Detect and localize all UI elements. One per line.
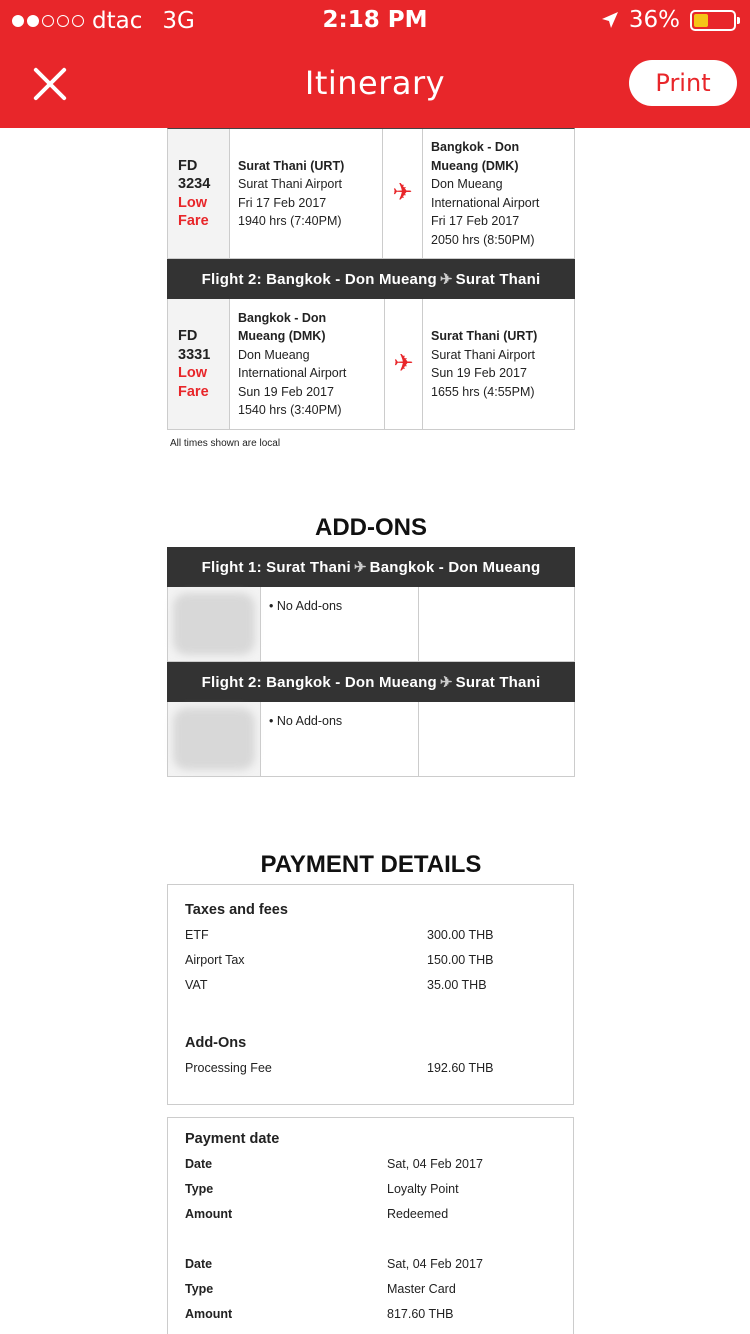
location-arrow-icon	[601, 11, 619, 29]
addon-item: • No Add-ons	[261, 587, 419, 661]
tax-row	[185, 947, 556, 972]
taxes-heading: Taxes and fees	[185, 901, 288, 918]
payment-row	[185, 1201, 556, 1226]
flight-code-cell	[168, 129, 229, 258]
payment-value: Loyalty Point	[387, 1181, 459, 1196]
payment-label: Amount	[185, 1206, 233, 1221]
departure-cell	[229, 129, 383, 258]
payment-label: Amount	[185, 1306, 233, 1321]
arrival-time: 1655 hrs (4:55PM)	[431, 384, 535, 399]
departure-date: Fri 17 Feb 2017	[238, 195, 327, 210]
addons-flight-1-header	[167, 547, 575, 587]
tax-value: 150.00 THB	[427, 952, 494, 967]
addon-empty-cell	[419, 587, 574, 661]
arrival-time: 2050 hrs (8:50PM)	[431, 232, 535, 247]
taxes-box	[167, 884, 574, 1105]
flight-number: 3234	[178, 176, 211, 192]
flight-header-destination: Surat Thani	[455, 270, 541, 288]
payment-row	[185, 1301, 556, 1326]
flight-header-destination: Bangkok - Don Mueang	[369, 558, 541, 576]
departure-city: Surat Thani (URT)	[238, 158, 345, 173]
arrival-cell	[423, 129, 574, 258]
departure-time: 1940 hrs (7:40PM)	[238, 214, 342, 228]
fare-type: Fare	[178, 213, 209, 229]
fee-label: Processing Fee	[185, 1060, 272, 1075]
fee-row	[185, 1055, 556, 1080]
payment-label: Type	[185, 1281, 214, 1296]
flight-header-origin: Flight 2: Bangkok - Don Mueang	[201, 673, 437, 691]
plane-icon: ✈	[439, 271, 453, 288]
tax-value: 35.00 THB	[427, 977, 487, 992]
fare-type: Fare	[178, 383, 209, 400]
fee-value: 192.60 THB	[427, 1060, 494, 1075]
payment-date-box	[167, 1117, 574, 1334]
payment-value: Sat, 04 Feb 2017	[387, 1156, 483, 1171]
times-note: All times shown are local	[170, 438, 281, 449]
payment-row	[185, 1251, 556, 1276]
payment-value: Redeemed	[387, 1206, 449, 1221]
passenger-photo	[168, 587, 261, 661]
departure-date: Sun 19 Feb 2017	[238, 384, 334, 399]
battery-icon	[690, 10, 736, 31]
payment-value: Master Card	[387, 1281, 456, 1296]
departure-airport: Don Mueang	[238, 347, 310, 362]
departure-time: 1540 hrs (3:40PM)	[238, 403, 342, 417]
arrival-airport: Don Mueang	[431, 177, 503, 191]
page-title: Itinerary	[304, 64, 446, 102]
fare-type: Low	[178, 194, 207, 211]
flight-2-header	[167, 259, 575, 299]
tax-row	[185, 922, 556, 947]
arrival-city: Bangkok - Don	[431, 140, 520, 154]
arrival-airport: International Airport	[431, 195, 540, 210]
departure-airport: International Airport	[238, 366, 347, 380]
addons-flight-2-header	[167, 662, 575, 702]
payment-label: Date	[185, 1156, 213, 1171]
addons-flight-1-row	[167, 587, 575, 662]
addons-title: ADD-ONS	[315, 514, 427, 541]
addons-flight-2-row	[167, 702, 575, 777]
print-button[interactable]: Print	[629, 60, 737, 106]
arrival-airport: Surat Thani Airport	[431, 347, 535, 362]
addons-fee-heading: Add-Ons	[185, 1034, 247, 1051]
tax-label: VAT	[185, 977, 208, 992]
itinerary-content	[167, 128, 575, 1334]
tax-label: ETF	[185, 927, 209, 942]
flight-header-origin: Flight 2: Bangkok - Don Mueang	[201, 270, 437, 288]
plane-icon: ✈	[353, 559, 367, 576]
fare-type: Low	[178, 365, 207, 381]
flight-code: FD	[178, 157, 198, 174]
arrival-cell	[423, 299, 574, 429]
status-bar	[0, 0, 750, 40]
payment-title: PAYMENT DETAILS	[260, 851, 482, 878]
tax-row	[185, 972, 556, 997]
tax-label: Airport Tax	[185, 952, 245, 967]
flight-header-destination: Surat Thani	[455, 673, 541, 691]
payment-date-heading: Payment date	[185, 1130, 280, 1147]
payment-label: Date	[185, 1256, 213, 1271]
arrival-city: Surat Thani (URT)	[431, 329, 538, 343]
arrival-city: Mueang (DMK)	[431, 158, 519, 173]
clock: 2:18 PM	[322, 7, 428, 33]
arrival-date: Fri 17 Feb 2017	[431, 214, 520, 228]
plane-icon: ✈	[383, 129, 423, 258]
departure-airport: Surat Thani Airport	[238, 177, 342, 191]
flight-code-cell	[168, 299, 229, 429]
flight-number: 3331	[178, 346, 211, 363]
plane-icon: ✈	[439, 674, 453, 691]
passenger-photo	[168, 702, 261, 776]
flight-2-row	[167, 299, 575, 430]
flight-1-row	[167, 128, 575, 259]
payment-row	[185, 1276, 556, 1301]
departure-city: Bangkok - Don	[238, 310, 327, 325]
flight-header-origin: Flight 1: Surat Thani	[201, 558, 351, 576]
flight-code: FD	[178, 328, 198, 344]
payment-label: Type	[185, 1181, 214, 1196]
payment-value: Sat, 04 Feb 2017	[387, 1256, 483, 1271]
battery-percent: 36%	[628, 7, 680, 33]
addon-item: • No Add-ons	[261, 702, 419, 776]
network-type: 3G	[162, 8, 195, 34]
carrier-name: dtac	[92, 8, 143, 34]
arrival-date: Sun 19 Feb 2017	[431, 366, 527, 380]
plane-icon: ✈	[385, 299, 423, 429]
payment-row	[185, 1151, 556, 1176]
tax-value: 300.00 THB	[427, 927, 494, 942]
departure-cell	[229, 299, 385, 429]
departure-city: Mueang (DMK)	[238, 329, 326, 343]
status-right	[601, 7, 736, 33]
battery-level	[694, 14, 708, 27]
payment-row	[185, 1176, 556, 1201]
nav-bar	[0, 40, 750, 128]
payment-value: 817.60 THB	[387, 1306, 454, 1321]
addon-empty-cell	[419, 702, 574, 776]
